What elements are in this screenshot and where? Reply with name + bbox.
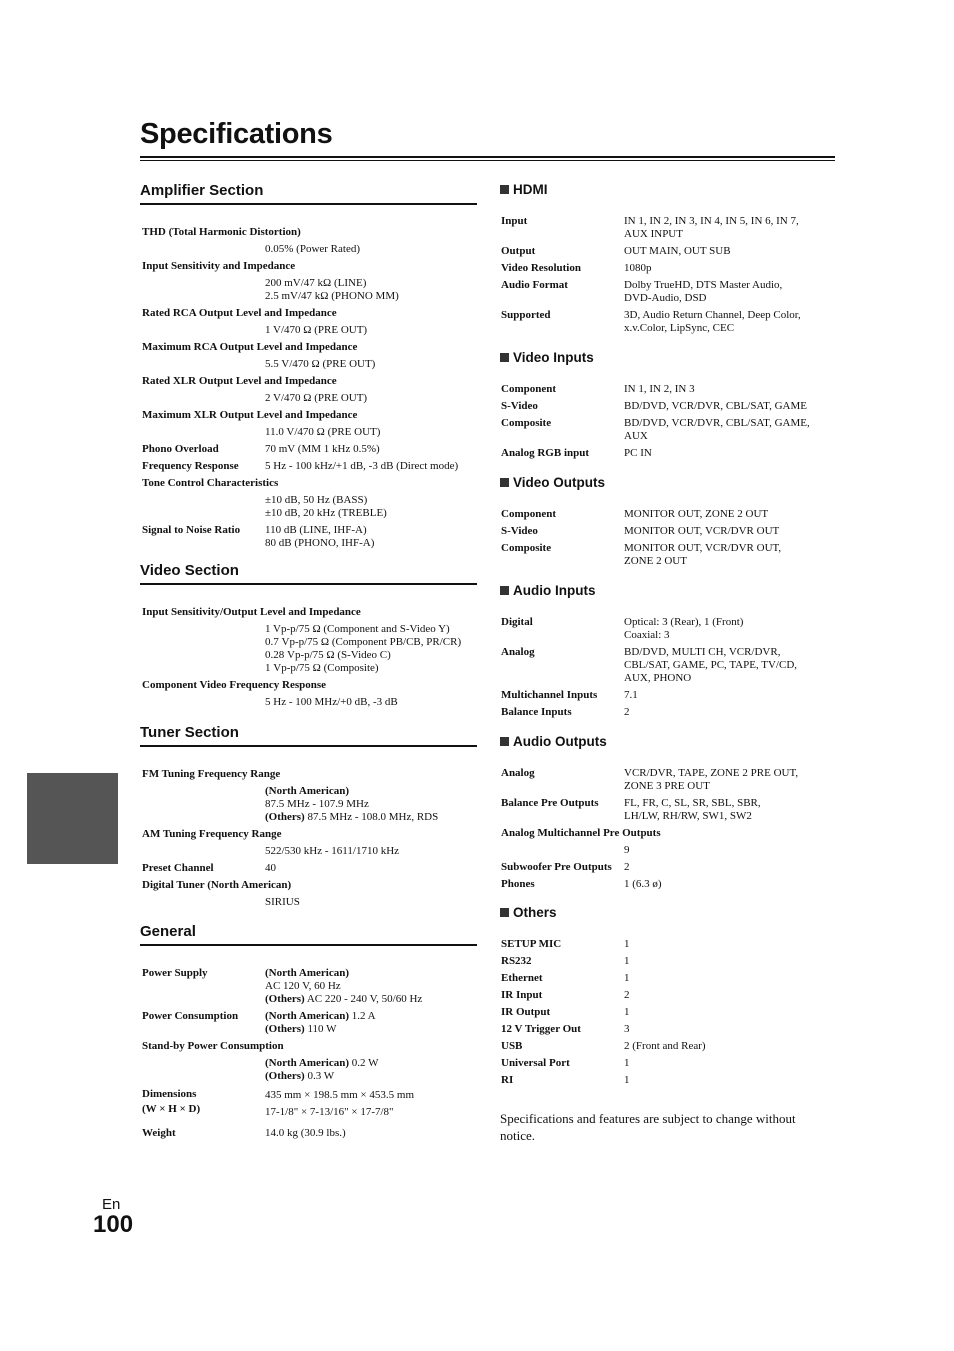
spec-label: Analog Multichannel Pre Outputs	[501, 827, 661, 839]
spec-label: Digital Tuner (North American)	[142, 879, 292, 891]
audio-outputs-heading: Audio Outputs	[513, 734, 607, 749]
spec-value	[265, 785, 477, 824]
spec-label: S-Video	[501, 400, 538, 412]
spec-label: Component Video Frequency Response	[142, 679, 327, 691]
spec-row	[501, 646, 836, 685]
page-number: 100	[93, 1211, 134, 1238]
region-label: (Others)	[265, 993, 305, 1005]
spec-row	[142, 606, 477, 675]
spec-label: 12 V Trigger Out	[501, 1023, 581, 1035]
region-value: AC 120 V, 60 Hz	[265, 980, 341, 992]
spec-label: Multichannel Inputs	[501, 689, 598, 701]
spec-row	[501, 797, 836, 823]
title-rule	[140, 156, 835, 161]
spec-label: Preset Channel	[142, 862, 214, 874]
spec-row	[501, 1006, 836, 1019]
spec-row	[501, 706, 836, 719]
spec-value: Optical: 3 (Rear), 1 (Front) Coaxial: 3	[624, 616, 744, 641]
spec-row	[501, 447, 836, 460]
spec-value: MONITOR OUT, VCR/DVR OUT	[624, 525, 780, 537]
spec-label: USB	[501, 1040, 523, 1052]
spec-label: Component	[501, 508, 557, 520]
footnote: Specifications and features are subject to change without notice.	[500, 1111, 796, 1143]
spec-value-line: 435 mm × 198.5 mm × 453.5 mm	[265, 1089, 414, 1101]
region-value: 0.2 W	[349, 1057, 379, 1069]
spec-value: 1 Vp-p/75 Ω (Component and S-Video Y) 0.7 Vp-p/75 Ω (Component PB/CB, PR/CR) 0.28 Vp-p/75 Ω (S-Video C) 1 Vp-p/75 Ω (Composite)	[265, 623, 462, 674]
video-outputs-section	[500, 475, 836, 491]
spec-value: SIRIUS	[265, 896, 300, 908]
spec-value: BD/DVD, VCR/DVR, CBL/SAT, GAME, AUX	[624, 417, 810, 442]
spec-value: 14.0 kg (30.9 lbs.)	[265, 1127, 346, 1139]
spec-value: 2	[624, 989, 630, 1001]
spec-row	[501, 279, 836, 305]
spec-row	[501, 861, 836, 874]
spec-label: Video Resolution	[501, 262, 581, 274]
spec-value: VCR/DVR, TAPE, ZONE 2 PRE OUT, ZONE 3 PRE OUT	[624, 767, 799, 792]
spec-value: 522/530 kHz - 1611/1710 kHz	[265, 845, 400, 857]
amplifier-heading: Amplifier Section	[140, 182, 477, 205]
video-section	[140, 562, 477, 585]
spec-row	[142, 260, 477, 303]
spec-row	[501, 1074, 836, 1087]
spec-label: Maximum RCA Output Level and Impedance	[142, 341, 358, 353]
spec-row	[501, 767, 836, 793]
spec-row	[142, 768, 477, 824]
video-inputs-heading: Video Inputs	[513, 350, 594, 365]
square-bullet-icon	[500, 185, 509, 194]
spec-row	[501, 508, 836, 521]
spec-value: 1080p	[624, 262, 652, 274]
tuner-section	[140, 724, 477, 747]
spec-label: Power Supply	[142, 967, 208, 979]
spec-value: 200 mV/47 kΩ (LINE) 2.5 mV/47 kΩ (PHONO MM)	[265, 277, 399, 302]
spec-row	[142, 679, 477, 709]
spec-row	[501, 400, 836, 413]
general-section	[140, 923, 477, 946]
spec-value: 3	[624, 1023, 630, 1035]
spec-row	[501, 972, 836, 985]
spec-value: 3D, Audio Return Channel, Deep Color, x.v.Color, LipSync, CEC	[624, 309, 801, 334]
others-rows	[501, 938, 836, 1087]
spec-row	[142, 460, 477, 473]
spec-row	[501, 689, 836, 702]
region-value: 0.3 W	[304, 1070, 335, 1082]
spec-row	[142, 375, 477, 405]
spec-row	[501, 262, 836, 275]
spec-label: THD (Total Harmonic Distortion)	[142, 226, 301, 238]
spec-label: Analog	[501, 767, 535, 779]
spec-value: 2	[624, 861, 630, 873]
spec-value: IN 1, IN 2, IN 3, IN 4, IN 5, IN 6, IN 7, AUX INPUT	[624, 215, 799, 240]
spec-value: IN 1, IN 2, IN 3	[624, 383, 695, 395]
spec-row	[501, 417, 836, 443]
spec-value: OUT MAIN, OUT SUB	[624, 245, 731, 257]
amplifier-section	[140, 182, 477, 205]
spec-value	[265, 1010, 477, 1036]
spec-label: Balance Inputs	[501, 706, 572, 718]
spec-value: 1	[624, 1057, 630, 1069]
spec-value: 2 V/470 Ω (PRE OUT)	[265, 392, 368, 404]
tuner-heading: Tuner Section	[140, 724, 477, 747]
spec-label: Audio Format	[501, 279, 568, 291]
audio-inputs-section	[500, 583, 836, 599]
spec-label: Phono Overload	[142, 443, 219, 455]
spec-value: 70 mV (MM 1 kHz 0.5%)	[265, 443, 380, 455]
spec-value: 0.05% (Power Rated)	[265, 243, 361, 255]
tuner-rows	[142, 768, 477, 909]
spec-value: 5 Hz - 100 MHz/+0 dB, -3 dB	[265, 696, 398, 708]
spec-row	[501, 383, 836, 396]
spec-value: MONITOR OUT, VCR/DVR OUT, ZONE 2 OUT	[624, 542, 782, 567]
spec-row	[501, 955, 836, 968]
region-label: (Others)	[265, 1023, 305, 1035]
spec-value: 110 dB (LINE, IHF-A) 80 dB (PHONO, IHF-A)	[265, 524, 375, 549]
spec-value: 1	[624, 1074, 630, 1086]
spec-label: RS232	[501, 955, 532, 967]
spec-row	[501, 542, 836, 568]
spec-label: Component	[501, 383, 557, 395]
hdmi-heading: HDMI	[513, 182, 548, 197]
spec-row	[142, 828, 477, 858]
video-inputs-section	[500, 350, 836, 366]
region-label: (Others)	[265, 1070, 305, 1082]
video-inputs-rows	[501, 383, 836, 460]
spec-row	[142, 1127, 477, 1140]
spec-value	[265, 967, 477, 1006]
spec-value: 1 (6.3 ø)	[624, 878, 662, 890]
video-outputs-rows	[501, 508, 836, 568]
spec-label: Signal to Noise Ratio	[142, 524, 241, 536]
spec-row	[142, 862, 477, 875]
square-bullet-icon	[500, 737, 509, 746]
spec-label: SETUP MIC	[501, 938, 562, 950]
spec-value: 2 (Front and Rear)	[624, 1040, 706, 1052]
general-rows	[142, 967, 477, 1140]
spec-row	[142, 1087, 477, 1123]
spec-label: Input Sensitivity/Output Level and Impedance	[142, 606, 361, 618]
spec-value	[265, 1087, 477, 1121]
spec-row	[142, 1040, 477, 1083]
spec-value: 1 V/470 Ω (PRE OUT)	[265, 324, 368, 336]
spec-row	[501, 827, 836, 857]
spec-row	[501, 1023, 836, 1036]
spec-label: RI	[501, 1074, 514, 1086]
spec-value: BD/DVD, MULTI CH, VCR/DVR, CBL/SAT, GAME, PC, TAPE, TV/CD, AUX, PHONO	[624, 646, 798, 684]
audio-inputs-rows	[501, 616, 836, 719]
spec-value: 2	[624, 706, 630, 718]
spec-row	[142, 879, 477, 909]
spec-label: S-Video	[501, 525, 538, 537]
spec-label: IR Output	[501, 1006, 551, 1018]
spec-row	[501, 989, 836, 1002]
spec-row	[142, 307, 477, 337]
spec-value: Dolby TrueHD, DTS Master Audio, DVD-Audio, DSD	[624, 279, 783, 304]
square-bullet-icon	[500, 586, 509, 595]
spec-row	[142, 443, 477, 456]
spec-label-line: (W × H × D)	[142, 1103, 201, 1115]
spec-row	[501, 245, 836, 258]
spec-label: Phones	[501, 878, 535, 890]
spec-label: IR Input	[501, 989, 543, 1001]
spec-value: 1	[624, 1006, 630, 1018]
spec-value: 1	[624, 972, 630, 984]
spec-label: Tone Control Characteristics	[142, 477, 279, 489]
spec-row	[142, 967, 477, 1006]
spec-label: Analog	[501, 646, 535, 658]
others-section	[500, 905, 836, 921]
spec-value	[265, 1057, 477, 1083]
spec-value: 1	[624, 938, 630, 950]
spec-value: PC IN	[624, 447, 652, 459]
spec-value: ±10 dB, 50 Hz (BASS) ±10 dB, 20 kHz (TREBLE)	[265, 494, 387, 519]
region-label: (North American)	[265, 1057, 350, 1069]
spec-row	[501, 215, 836, 241]
spec-label: Ethernet	[501, 972, 543, 984]
spec-row	[501, 938, 836, 951]
spec-label: Composite	[501, 417, 552, 429]
spec-row	[501, 1040, 836, 1053]
region-value: 1.2 A	[349, 1010, 376, 1022]
spec-row	[501, 616, 836, 642]
video-outputs-heading: Video Outputs	[513, 475, 606, 490]
general-heading: General	[140, 923, 477, 946]
square-bullet-icon	[500, 908, 509, 917]
spec-label: FM Tuning Frequency Range	[142, 768, 281, 780]
spec-label: Subwoofer Pre Outputs	[501, 861, 612, 873]
region-value: 87.5 MHz - 107.9 MHz	[265, 798, 369, 810]
spec-row	[142, 477, 477, 520]
video-rows	[142, 606, 477, 709]
region-label: (North American)	[265, 785, 350, 797]
spec-label: Maximum XLR Output Level and Impedance	[142, 409, 358, 421]
spec-label	[142, 1087, 200, 1117]
spec-label: Input	[501, 215, 528, 227]
region-value: 87.5 MHz - 108.0 MHz, RDS	[304, 811, 439, 823]
spec-label: AM Tuning Frequency Range	[142, 828, 282, 840]
spec-label: Supported	[501, 309, 551, 321]
audio-outputs-section	[500, 734, 836, 750]
spec-row	[501, 1057, 836, 1070]
spec-row	[142, 409, 477, 439]
spec-value-line: 17-1/8" × 7-13/16" × 17-7/8"	[265, 1106, 394, 1118]
spec-label: Balance Pre Outputs	[501, 797, 599, 809]
spec-label: Input Sensitivity and Impedance	[142, 260, 296, 272]
spec-label: Output	[501, 245, 536, 257]
spec-label: Power Consumption	[142, 1010, 239, 1022]
region-label: (North American)	[265, 1010, 350, 1022]
spec-label: Analog RGB input	[501, 447, 590, 459]
region-label: (Others)	[265, 811, 305, 823]
audio-inputs-heading: Audio Inputs	[513, 583, 596, 598]
spec-value: 5 Hz - 100 kHz/+1 dB, -3 dB (Direct mode)	[265, 460, 459, 472]
region-value: AC 220 - 240 V, 50/60 Hz	[304, 993, 423, 1005]
video-heading: Video Section	[140, 562, 477, 585]
region-label: (North American)	[265, 967, 350, 979]
hdmi-rows	[501, 215, 836, 335]
spec-value: 1	[624, 955, 630, 967]
spec-row	[142, 524, 477, 550]
spec-label: Weight	[142, 1127, 176, 1139]
spec-label: Universal Port	[501, 1057, 570, 1069]
spec-label: Frequency Response	[142, 460, 239, 472]
side-tab-marker	[27, 773, 118, 864]
spec-label: Rated RCA Output Level and Impedance	[142, 307, 337, 319]
language-label: En	[102, 1196, 121, 1213]
hdmi-section	[500, 182, 836, 198]
page-title: Specifications	[140, 118, 333, 150]
spec-label: Rated XLR Output Level and Impedance	[142, 375, 337, 387]
spec-row	[142, 1010, 477, 1036]
spec-row	[501, 525, 836, 538]
spec-value: 11.0 V/470 Ω (PRE OUT)	[265, 426, 381, 438]
spec-row	[501, 878, 836, 891]
spec-label: Digital	[501, 616, 533, 628]
audio-outputs-rows	[501, 767, 836, 891]
others-heading: Others	[513, 905, 557, 920]
spec-row	[501, 309, 836, 335]
spec-value: 5.5 V/470 Ω (PRE OUT)	[265, 358, 376, 370]
spec-row	[142, 226, 477, 256]
spec-value: 40	[265, 862, 276, 874]
spec-value: BD/DVD, VCR/DVR, CBL/SAT, GAME	[624, 400, 807, 412]
square-bullet-icon	[500, 478, 509, 487]
spec-label: Stand-by Power Consumption	[142, 1040, 284, 1052]
spec-value: 7.1	[624, 689, 638, 701]
square-bullet-icon	[500, 353, 509, 362]
spec-label-line: Dimensions	[142, 1088, 197, 1100]
spec-value: FL, FR, C, SL, SR, SBL, SBR, LH/LW, RH/RW, SW1, SW2	[624, 797, 761, 822]
spec-label: Composite	[501, 542, 552, 554]
spec-value: 9	[624, 844, 630, 856]
amplifier-rows	[142, 226, 477, 550]
region-value: 110 W	[304, 1023, 337, 1035]
spec-row	[142, 341, 477, 371]
spec-value: MONITOR OUT, ZONE 2 OUT	[624, 508, 769, 520]
